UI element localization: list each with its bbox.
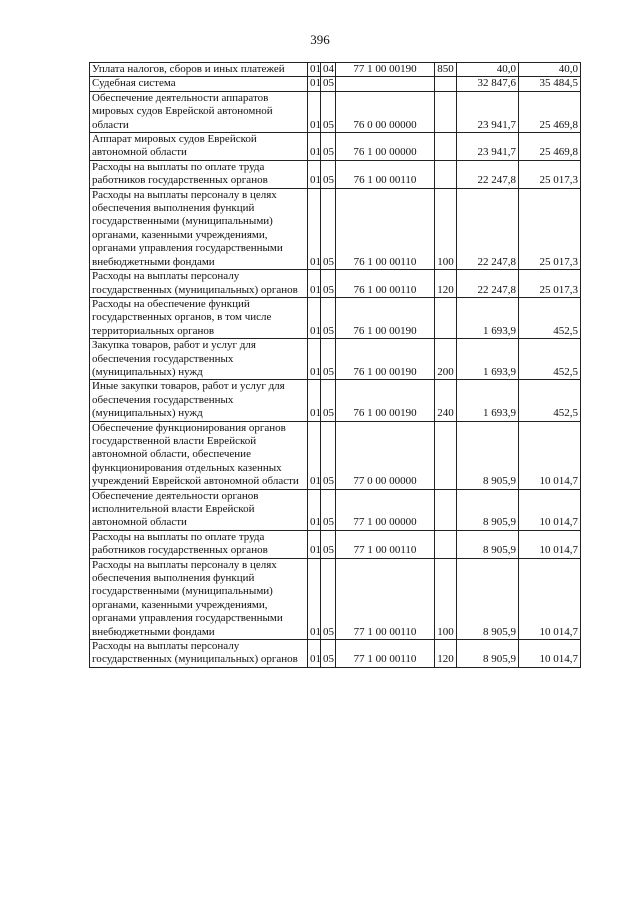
amount-year1-cell: 8 905,9 (457, 640, 519, 668)
section-code-cell: 01 (308, 63, 321, 77)
amount-year2-cell: 10 014,7 (519, 530, 581, 558)
amount-year1-cell: 22 247,8 (457, 160, 519, 188)
item-name-cell: Расходы на выплаты персоналу в целях обеспечения выполнения функций государственными (муниципальными) органами, казенными учреждениями, органами управления государственными внебюджетными фондами (90, 188, 308, 269)
table-row (90, 188, 581, 269)
subsection-code-cell: 05 (321, 339, 336, 380)
target-article-cell: 76 1 00 00110 (336, 188, 435, 269)
table-row (90, 380, 581, 421)
subsection-code-cell: 05 (321, 530, 336, 558)
amount-year1-cell: 23 941,7 (457, 133, 519, 161)
table-row (90, 270, 581, 298)
target-article-cell: 77 0 00 00000 (336, 421, 435, 489)
amount-year2-cell: 10 014,7 (519, 489, 581, 530)
item-name-cell: Уплата налогов, сборов и иных платежей (90, 63, 308, 77)
section-code-cell: 01 (308, 270, 321, 298)
item-name-cell: Закупка товаров, работ и услуг для обеспечения государственных (муниципальных) нужд (90, 339, 308, 380)
amount-year1-cell: 1 693,9 (457, 380, 519, 421)
expense-type-cell: 120 (435, 270, 457, 298)
subsection-code-cell: 05 (321, 640, 336, 668)
target-article-cell: 76 1 00 00190 (336, 297, 435, 338)
item-name-cell: Расходы на выплаты персоналу в целях обеспечения выполнения функций государственными (муниципальными) органами, казенными учреждениями, органами управления государственными внебюджетными фондами (90, 558, 308, 639)
amount-year1-cell: 1 693,9 (457, 339, 519, 380)
item-name-cell: Аппарат мировых судов Еврейской автономной области (90, 133, 308, 161)
item-name-cell: Расходы на выплаты по оплате труда работников государственных органов (90, 160, 308, 188)
amount-year2-cell: 25 469,8 (519, 133, 581, 161)
table-row (90, 297, 581, 338)
amount-year1-cell: 1 693,9 (457, 297, 519, 338)
expense-type-cell: 240 (435, 380, 457, 421)
expense-type-cell (435, 160, 457, 188)
amount-year1-cell: 40,0 (457, 63, 519, 77)
section-code-cell: 01 (308, 297, 321, 338)
expense-type-cell (435, 133, 457, 161)
expense-type-cell: 850 (435, 63, 457, 77)
item-name-cell: Расходы на выплаты по оплате труда работников государственных органов (90, 530, 308, 558)
target-article-cell: 77 1 00 00190 (336, 63, 435, 77)
amount-year1-cell: 8 905,9 (457, 489, 519, 530)
amount-year1-cell: 22 247,8 (457, 188, 519, 269)
amount-year2-cell: 10 014,7 (519, 421, 581, 489)
subsection-code-cell: 05 (321, 421, 336, 489)
amount-year1-cell: 8 905,9 (457, 421, 519, 489)
amount-year2-cell: 25 469,8 (519, 91, 581, 132)
section-code-cell: 01 (308, 530, 321, 558)
table-row (90, 339, 581, 380)
expense-type-cell (435, 297, 457, 338)
amount-year2-cell: 10 014,7 (519, 558, 581, 639)
page-number: 396 (310, 32, 330, 47)
section-code-cell: 01 (308, 421, 321, 489)
target-article-cell: 76 1 00 00190 (336, 380, 435, 421)
section-code-cell: 01 (308, 160, 321, 188)
expense-type-cell: 120 (435, 640, 457, 668)
section-code-cell: 01 (308, 133, 321, 161)
table-row (90, 640, 581, 668)
subsection-code-cell: 05 (321, 270, 336, 298)
section-code-cell: 01 (308, 640, 321, 668)
amount-year1-cell: 8 905,9 (457, 558, 519, 639)
amount-year2-cell: 452,5 (519, 380, 581, 421)
expense-type-cell: 100 (435, 558, 457, 639)
budget-table-body (90, 63, 581, 668)
item-name-cell: Иные закупки товаров, работ и услуг для обеспечения государственных (муниципальных) нужд (90, 380, 308, 421)
item-name-cell: Обеспечение деятельности органов исполнительной власти Еврейской автономной области (90, 489, 308, 530)
table-row (90, 421, 581, 489)
subsection-code-cell: 05 (321, 133, 336, 161)
expense-type-cell: 100 (435, 188, 457, 269)
item-name-cell: Обеспечение деятельности аппаратов мировых судов Еврейской автономной области (90, 91, 308, 132)
expense-type-cell (435, 77, 457, 91)
target-article-cell: 76 1 00 00110 (336, 160, 435, 188)
amount-year2-cell: 35 484,5 (519, 77, 581, 91)
target-article-cell: 76 1 00 00000 (336, 133, 435, 161)
amount-year2-cell: 40,0 (519, 63, 581, 77)
table-row (90, 558, 581, 639)
amount-year2-cell: 452,5 (519, 339, 581, 380)
amount-year2-cell: 452,5 (519, 297, 581, 338)
table-row (90, 77, 581, 91)
section-code-cell: 01 (308, 380, 321, 421)
target-article-cell: 76 0 00 00000 (336, 91, 435, 132)
subsection-code-cell: 05 (321, 160, 336, 188)
subsection-code-cell: 05 (321, 188, 336, 269)
table-row (90, 160, 581, 188)
table-row (90, 530, 581, 558)
amount-year1-cell: 22 247,8 (457, 270, 519, 298)
amount-year2-cell: 25 017,3 (519, 160, 581, 188)
target-article-cell: 76 1 00 00110 (336, 270, 435, 298)
item-name-cell: Судебная система (90, 77, 308, 91)
amount-year1-cell: 23 941,7 (457, 91, 519, 132)
subsection-code-cell: 05 (321, 77, 336, 91)
section-code-cell: 01 (308, 188, 321, 269)
section-code-cell: 01 (308, 77, 321, 91)
table-row (90, 133, 581, 161)
amount-year1-cell: 8 905,9 (457, 530, 519, 558)
target-article-cell: 77 1 00 00110 (336, 558, 435, 639)
expense-type-cell (435, 421, 457, 489)
amount-year2-cell: 10 014,7 (519, 640, 581, 668)
section-code-cell: 01 (308, 339, 321, 380)
section-code-cell: 01 (308, 489, 321, 530)
subsection-code-cell: 05 (321, 91, 336, 132)
target-article-cell: 77 1 00 00110 (336, 530, 435, 558)
item-name-cell: Расходы на обеспечение функций государственных органов, в том числе территориальных органов (90, 297, 308, 338)
target-article-cell (336, 77, 435, 91)
target-article-cell: 77 1 00 00110 (336, 640, 435, 668)
expense-type-cell (435, 91, 457, 132)
subsection-code-cell: 05 (321, 380, 336, 421)
target-article-cell: 76 1 00 00190 (336, 339, 435, 380)
expense-type-cell (435, 530, 457, 558)
item-name-cell: Расходы на выплаты персоналу государственных (муниципальных) органов (90, 270, 308, 298)
subsection-code-cell: 05 (321, 297, 336, 338)
table-row (90, 63, 581, 77)
item-name-cell: Расходы на выплаты персоналу государственных (муниципальных) органов (90, 640, 308, 668)
table-row (90, 489, 581, 530)
section-code-cell: 01 (308, 91, 321, 132)
budget-table (89, 62, 581, 668)
amount-year2-cell: 25 017,3 (519, 270, 581, 298)
subsection-code-cell: 04 (321, 63, 336, 77)
expense-type-cell: 200 (435, 339, 457, 380)
amount-year2-cell: 25 017,3 (519, 188, 581, 269)
target-article-cell: 77 1 00 00000 (336, 489, 435, 530)
item-name-cell: Обеспечение функционирования органов государственной власти Еврейской автономной области, обеспечение функционирования отдельных казенных учреждений Еврейской автономной области (90, 421, 308, 489)
subsection-code-cell: 05 (321, 558, 336, 639)
section-code-cell: 01 (308, 558, 321, 639)
amount-year1-cell: 32 847,6 (457, 77, 519, 91)
table-row (90, 91, 581, 132)
subsection-code-cell: 05 (321, 489, 336, 530)
expense-type-cell (435, 489, 457, 530)
